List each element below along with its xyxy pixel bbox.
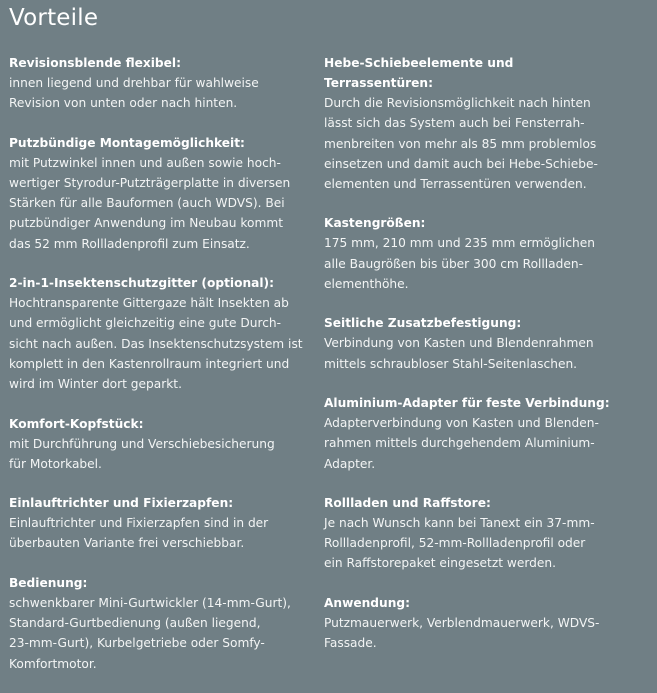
body-line: Verbindung von Kasten und Blendenrahmen (324, 336, 594, 351)
section-rollladen-und-raffstore (324, 493, 614, 574)
section-seitliche-zusatzbefestigung (324, 313, 614, 374)
section-bedienung (9, 573, 309, 674)
body-line: 175 mm, 210 mm und 235 mm ermöglichen (324, 236, 595, 251)
body-line: mit Putzwinkel innen und außen sowie hoch- (9, 155, 281, 170)
section-komfort-kopfstueck (9, 414, 309, 475)
section-body (9, 153, 309, 254)
section-heading: Einlauftrichter und Fixierzapfen: (9, 496, 234, 511)
section-2-in-1-insektenschutzgitter-optional (9, 273, 309, 394)
section-heading: Komfort-Kopfstück: (9, 416, 144, 431)
section-heading: Seitliche Zusatzbefestigung: (324, 316, 522, 331)
body-line: Standard-Gurtbedienung (außen liegend, (9, 616, 261, 631)
section-body (9, 513, 309, 554)
section-body (9, 73, 309, 114)
body-line: wertiger Styrodur-Putzträgerplatte in diversen (9, 175, 291, 190)
page-title: Vorteile (9, 5, 99, 31)
body-line: Adapter. (324, 456, 376, 471)
body-line: putzbündiger Anwendung im Neubau kommt (9, 216, 283, 231)
left-column (9, 53, 309, 693)
section-heading: Anwendung: (324, 595, 410, 610)
body-line: wird im Winter dort geparkt. (9, 377, 182, 392)
body-line: menbreiten von mehr als 85 mm problemlos (324, 136, 597, 151)
section-heading: Putzbündige Montagemöglichkeit: (9, 135, 245, 150)
body-line: mit Durchführung und Verschiebesicherung (9, 436, 275, 451)
section-putzbuendige-montagemoeglichkeit (9, 133, 309, 254)
body-line: Komfortmotor. (9, 656, 97, 671)
body-line: schwenkbarer Mini-Gurtwickler (14-mm-Gurt), (9, 595, 291, 610)
body-line: Einlauftrichter und Fixierzapfen sind in der (9, 516, 269, 531)
body-line: für Motorkabel. (9, 456, 102, 471)
section-body (9, 434, 309, 475)
section-revisionsblende-flexibel (9, 53, 309, 114)
section-heading: Bedienung: (9, 575, 88, 590)
section-aluminium-adapter-fuer-feste-verbindung (324, 393, 614, 474)
section-heading: Rollladen und Raffstore: (324, 495, 491, 510)
body-line: Durch die Revisionsmöglichkeit nach hinten (324, 96, 591, 110)
body-line: alle Baugrößen bis über 300 cm Rollladen- (324, 256, 584, 271)
body-line: sicht nach außen. Das Insektenschutzsystem ist (9, 336, 303, 351)
body-line: das 52 mm Rollladenprofil zum Einsatz. (9, 236, 250, 251)
section-heading: 2-in-1-Insektenschutzgitter (optional): (9, 276, 274, 291)
body-line: überbauten Variante frei verschiebbar. (9, 536, 245, 551)
body-line: Rollladenprofil, 52-mm-Rollladenprofil oder (324, 536, 586, 551)
body-line: Stärken für alle Bauformen (auch WDVS). Bei (9, 196, 285, 211)
section-hebe-schiebeelemente-und-terrassentueren (324, 53, 614, 194)
body-line: Fassade. (324, 636, 377, 651)
body-line: lässt sich das System auch bei Fensterrah- (324, 116, 585, 131)
body-line: komplett in den Kastenrollraum integriert und (9, 356, 290, 371)
body-line: innen liegend und drehbar für wahlweise (9, 76, 259, 90)
section-body (9, 293, 309, 394)
body-line: rahmen mittels durchgehendem Aluminium- (324, 436, 595, 451)
section-heading: Hebe-Schiebeelemente und Terrassentüren: (324, 56, 514, 90)
section-body (324, 413, 614, 474)
body-line: Je nach Wunsch kann bei Tanext ein 37-mm- (324, 515, 595, 530)
section-heading: Aluminium-Adapter für feste Verbindung: (324, 395, 610, 410)
body-line: elementen und Terrassentüren verwenden. (324, 177, 587, 192)
section-anwendung (324, 593, 614, 654)
body-line: mittels schraubloser Stahl-Seitenlaschen. (324, 356, 578, 371)
section-kastengroessen (324, 213, 614, 294)
body-line: Revision von unten oder nach hinten. (9, 96, 238, 111)
body-line: Hochtransparente Gittergaze hält Insekten ab (9, 296, 289, 311)
body-line: einsetzen und damit auch bei Hebe-Schiebe- (324, 156, 598, 171)
body-line: und ermöglicht gleichzeitig eine gute Durch- (9, 316, 282, 331)
section-body (324, 613, 614, 654)
section-body (324, 513, 614, 574)
section-body (324, 93, 614, 194)
body-line: Putzmauerwerk, Verblendmauerwerk, WDVS- (324, 615, 600, 630)
section-heading: Revisionsblende flexibel: (9, 56, 181, 70)
section-heading: Kastengrößen: (324, 216, 426, 231)
body-line: elementhöhe. (324, 277, 409, 292)
section-body (324, 333, 614, 374)
section-body (9, 593, 309, 674)
body-line: Adapterverbindung von Kasten und Blenden- (324, 415, 599, 430)
body-line: ein Raffstorepaket eingesetzt werden. (324, 556, 556, 571)
right-column (324, 53, 614, 672)
section-einlauftrichter-und-fixierzapfen (9, 493, 309, 554)
body-line: 23-mm-Gurt), Kurbelgetriebe oder Somfy- (9, 636, 265, 651)
section-body (324, 233, 614, 294)
